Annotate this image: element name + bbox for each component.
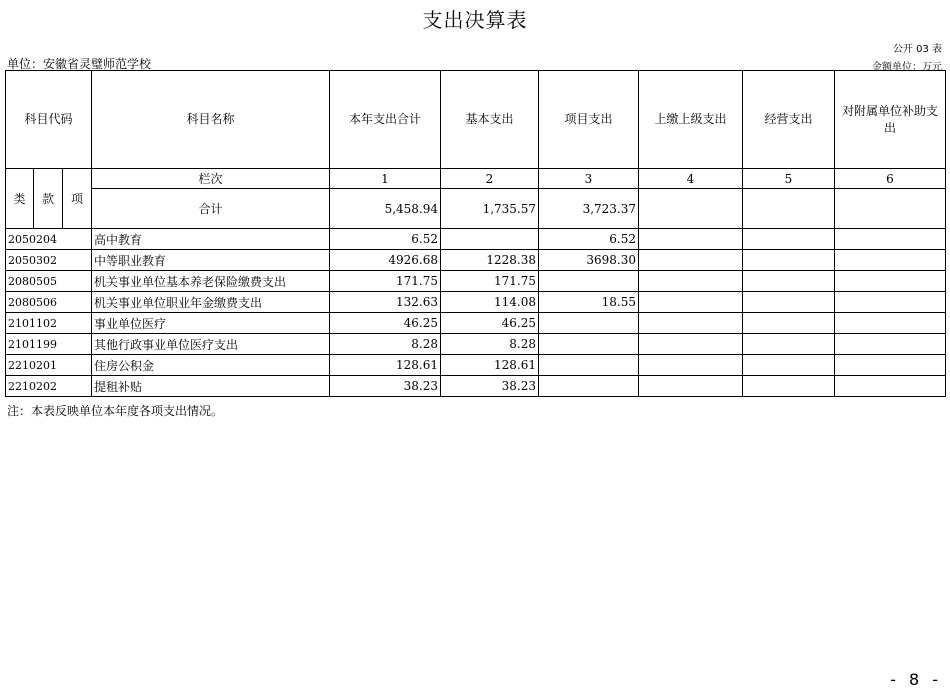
row-project: 6.52 bbox=[539, 229, 639, 250]
header-row bbox=[6, 71, 946, 169]
row-operation bbox=[743, 313, 835, 334]
total-basic: 1,735.57 bbox=[441, 189, 539, 229]
header-superior: 上缴上级支出 bbox=[639, 71, 743, 169]
row-subsidy bbox=[835, 313, 946, 334]
row-superior bbox=[639, 355, 743, 376]
sub-header-kuan: 款 bbox=[34, 169, 63, 229]
row-code: 2101199 bbox=[6, 334, 92, 355]
row-project bbox=[539, 334, 639, 355]
row-superior bbox=[639, 292, 743, 313]
column-row-label: 栏次 bbox=[92, 169, 330, 189]
row-name: 高中教育 bbox=[92, 229, 330, 250]
row-basic: 114.08 bbox=[441, 292, 539, 313]
header-operation: 经营支出 bbox=[743, 71, 835, 169]
row-code: 2080506 bbox=[6, 292, 92, 313]
sub-header-xiang: 项 bbox=[63, 169, 92, 229]
row-code: 2210201 bbox=[6, 355, 92, 376]
header-subsidy: 对附属单位补助支出 bbox=[835, 71, 946, 169]
row-subsidy bbox=[835, 334, 946, 355]
form-number: 公开 03 表 bbox=[892, 44, 942, 55]
row-subsidy bbox=[835, 355, 946, 376]
row-name: 机关事业单位职业年金缴费支出 bbox=[92, 292, 330, 313]
row-project: 3698.30 bbox=[539, 250, 639, 271]
header-name: 科目名称 bbox=[92, 71, 330, 169]
row-total: 4926.68 bbox=[330, 250, 441, 271]
table-row bbox=[6, 334, 946, 355]
row-name: 中等职业教育 bbox=[92, 250, 330, 271]
row-superior bbox=[639, 334, 743, 355]
row-total: 6.52 bbox=[330, 229, 441, 250]
header-total: 本年支出合计 bbox=[330, 71, 441, 169]
row-project bbox=[539, 313, 639, 334]
total-total: 5,458.94 bbox=[330, 189, 441, 229]
header-project: 项目支出 bbox=[539, 71, 639, 169]
row-basic: 38.23 bbox=[441, 376, 539, 397]
row-subsidy bbox=[835, 376, 946, 397]
row-operation bbox=[743, 271, 835, 292]
row-project bbox=[539, 355, 639, 376]
row-code: 2050204 bbox=[6, 229, 92, 250]
page-title: 支出决算表 bbox=[422, 8, 528, 32]
row-name: 提租补贴 bbox=[92, 376, 330, 397]
page-number: - 8 - bbox=[890, 670, 942, 689]
row-basic: 1228.38 bbox=[441, 250, 539, 271]
header-basic: 基本支出 bbox=[441, 71, 539, 169]
row-basic: 46.25 bbox=[441, 313, 539, 334]
column-number: 2 bbox=[441, 169, 539, 189]
row-name: 其他行政事业单位医疗支出 bbox=[92, 334, 330, 355]
row-total: 38.23 bbox=[330, 376, 441, 397]
table-row bbox=[6, 229, 946, 250]
column-number: 5 bbox=[743, 169, 835, 189]
row-subsidy bbox=[835, 250, 946, 271]
row-code: 2050302 bbox=[6, 250, 92, 271]
row-subsidy bbox=[835, 271, 946, 292]
money-unit-label: 金额单位：万元 bbox=[872, 62, 942, 73]
column-number: 4 bbox=[639, 169, 743, 189]
row-operation bbox=[743, 355, 835, 376]
row-subsidy bbox=[835, 229, 946, 250]
row-operation bbox=[743, 250, 835, 271]
header-code: 科目代码 bbox=[6, 71, 92, 169]
table-row bbox=[6, 292, 946, 313]
total-row bbox=[6, 189, 946, 229]
row-code: 2080505 bbox=[6, 271, 92, 292]
row-basic: 128.61 bbox=[441, 355, 539, 376]
row-operation bbox=[743, 376, 835, 397]
row-basic: 8.28 bbox=[441, 334, 539, 355]
table-note: 注：本表反映单位本年度各项支出情况。 bbox=[7, 404, 224, 418]
row-name: 住房公积金 bbox=[92, 355, 330, 376]
row-basic bbox=[441, 229, 539, 250]
row-operation bbox=[743, 334, 835, 355]
table-row bbox=[6, 271, 946, 292]
row-operation bbox=[743, 292, 835, 313]
row-superior bbox=[639, 376, 743, 397]
row-total: 128.61 bbox=[330, 355, 441, 376]
row-code: 2210202 bbox=[6, 376, 92, 397]
row-operation bbox=[743, 229, 835, 250]
row-total: 171.75 bbox=[330, 271, 441, 292]
total-operation bbox=[743, 189, 835, 229]
row-project bbox=[539, 376, 639, 397]
column-number-row bbox=[6, 169, 946, 189]
row-basic: 171.75 bbox=[441, 271, 539, 292]
sub-header-lei: 类 bbox=[6, 169, 34, 229]
row-total: 132.63 bbox=[330, 292, 441, 313]
table-row bbox=[6, 376, 946, 397]
row-superior bbox=[639, 229, 743, 250]
row-superior bbox=[639, 271, 743, 292]
row-total: 46.25 bbox=[330, 313, 441, 334]
column-number: 6 bbox=[835, 169, 946, 189]
row-name: 机关事业单位基本养老保险缴费支出 bbox=[92, 271, 330, 292]
row-subsidy bbox=[835, 292, 946, 313]
column-number: 1 bbox=[330, 169, 441, 189]
row-code: 2101102 bbox=[6, 313, 92, 334]
row-project: 18.55 bbox=[539, 292, 639, 313]
table-row bbox=[6, 313, 946, 334]
total-superior bbox=[639, 189, 743, 229]
total-subsidy bbox=[835, 189, 946, 229]
row-project bbox=[539, 271, 639, 292]
row-superior bbox=[639, 313, 743, 334]
row-superior bbox=[639, 250, 743, 271]
unit-label: 单位：安徽省灵璧师范学校 bbox=[7, 57, 152, 71]
total-label: 合计 bbox=[92, 189, 330, 229]
table-row bbox=[6, 355, 946, 376]
column-number: 3 bbox=[539, 169, 639, 189]
total-project: 3,723.37 bbox=[539, 189, 639, 229]
table-row bbox=[6, 250, 946, 271]
row-name: 事业单位医疗 bbox=[92, 313, 330, 334]
row-total: 8.28 bbox=[330, 334, 441, 355]
expenditure-table bbox=[5, 70, 946, 397]
